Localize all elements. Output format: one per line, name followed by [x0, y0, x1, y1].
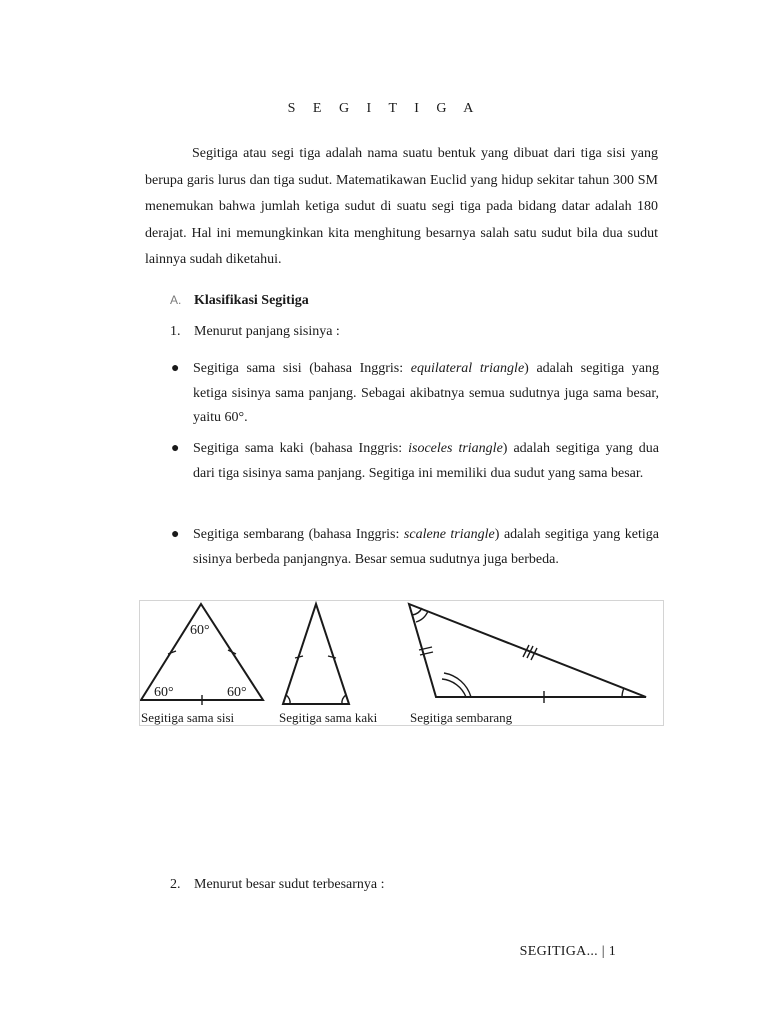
bullet-text-before: Segitiga sama sisi (bahasa Inggris: [193, 361, 411, 376]
isosceles-triangle [283, 604, 349, 704]
bullet-equilateral [171, 357, 660, 431]
bullet-text-before: Segitiga sama kaki (bahasa Inggris: [193, 441, 409, 456]
bullet-icon: ● [171, 441, 180, 456]
page-title: S E G I T I G A [287, 101, 481, 116]
list-text: Menurut besar sudut terbesarnya : [194, 877, 385, 892]
angle-label-top: 60° [190, 623, 210, 638]
bullet-text-after: ) adalah segitiga yang ketiga sisinya berbeda panjangnya. Besar semua sudutnya juga berbeda. [193, 527, 660, 567]
list-item-2 [170, 877, 385, 893]
bullet-term: scalene triangle [403, 527, 495, 542]
scalene-triangle [409, 604, 646, 697]
tick-mark [420, 652, 433, 655]
bullet-icon: ● [171, 527, 180, 542]
angle-arc [286, 695, 290, 704]
caption-scalene: Segitiga sembarang [410, 710, 513, 725]
intro-paragraph: Segitiga atau segi tiga adalah nama suatu bentuk yang dibuat dari tiga sisi yang berupa garis lurus dan tiga sudut. Matematikawan Euclid yang hidup sekitar tahun 300 SM menemukan bahwa jumlah ketiga sudut di suatu segi tiga pada bidang datar adalah 180 derajat. Hal ini memungkinkan kita menghitung besarnya salah satu sudut bila dua sudut lainnya sudah diketahui. [145, 146, 658, 268]
bullet-term: equilateral triangle [410, 361, 525, 376]
angle-label-right: 60° [227, 685, 247, 700]
list-text: Menurut panjang sisinya : [194, 324, 340, 339]
list-item-1 [170, 324, 340, 340]
section-title: Klasifikasi Segitiga [194, 293, 309, 308]
triangle-figure [139, 600, 664, 726]
angle-arc [342, 695, 346, 704]
tick-mark [295, 656, 303, 658]
bullet-isosceles [171, 437, 660, 486]
bullet-text-after: ) adalah segitiga yang dua dari tiga sisinya sama panjang. Segitiga ini memiliki dua sudut yang sama besar. [193, 441, 660, 481]
tick-mark [328, 656, 336, 658]
list-number: 2. [170, 877, 181, 892]
bullet-term: isoceles triangle [408, 441, 503, 456]
bullet-scalene [171, 523, 660, 572]
caption-equilateral: Segitiga sama sisi [141, 710, 235, 725]
bullet-icon: ● [171, 361, 180, 376]
list-number: 1. [170, 324, 181, 339]
angle-label-left: 60° [154, 685, 174, 700]
triangle-diagram [140, 601, 665, 727]
bullet-text-after: ) adalah segitiga yang ketiga sisinya sama panjang. Sebagai akibatnya semua sudutnya juga sama besar, yaitu 60°. [193, 361, 660, 425]
bullet-text-before: Segitiga sembarang (bahasa Inggris: [193, 527, 404, 542]
angle-arc [622, 688, 624, 697]
caption-isosceles: Segitiga sama kaki [279, 710, 378, 725]
section-heading [170, 293, 309, 309]
section-letter: A. [170, 293, 182, 307]
page-footer: SEGITIGA... | 1 [519, 944, 616, 959]
